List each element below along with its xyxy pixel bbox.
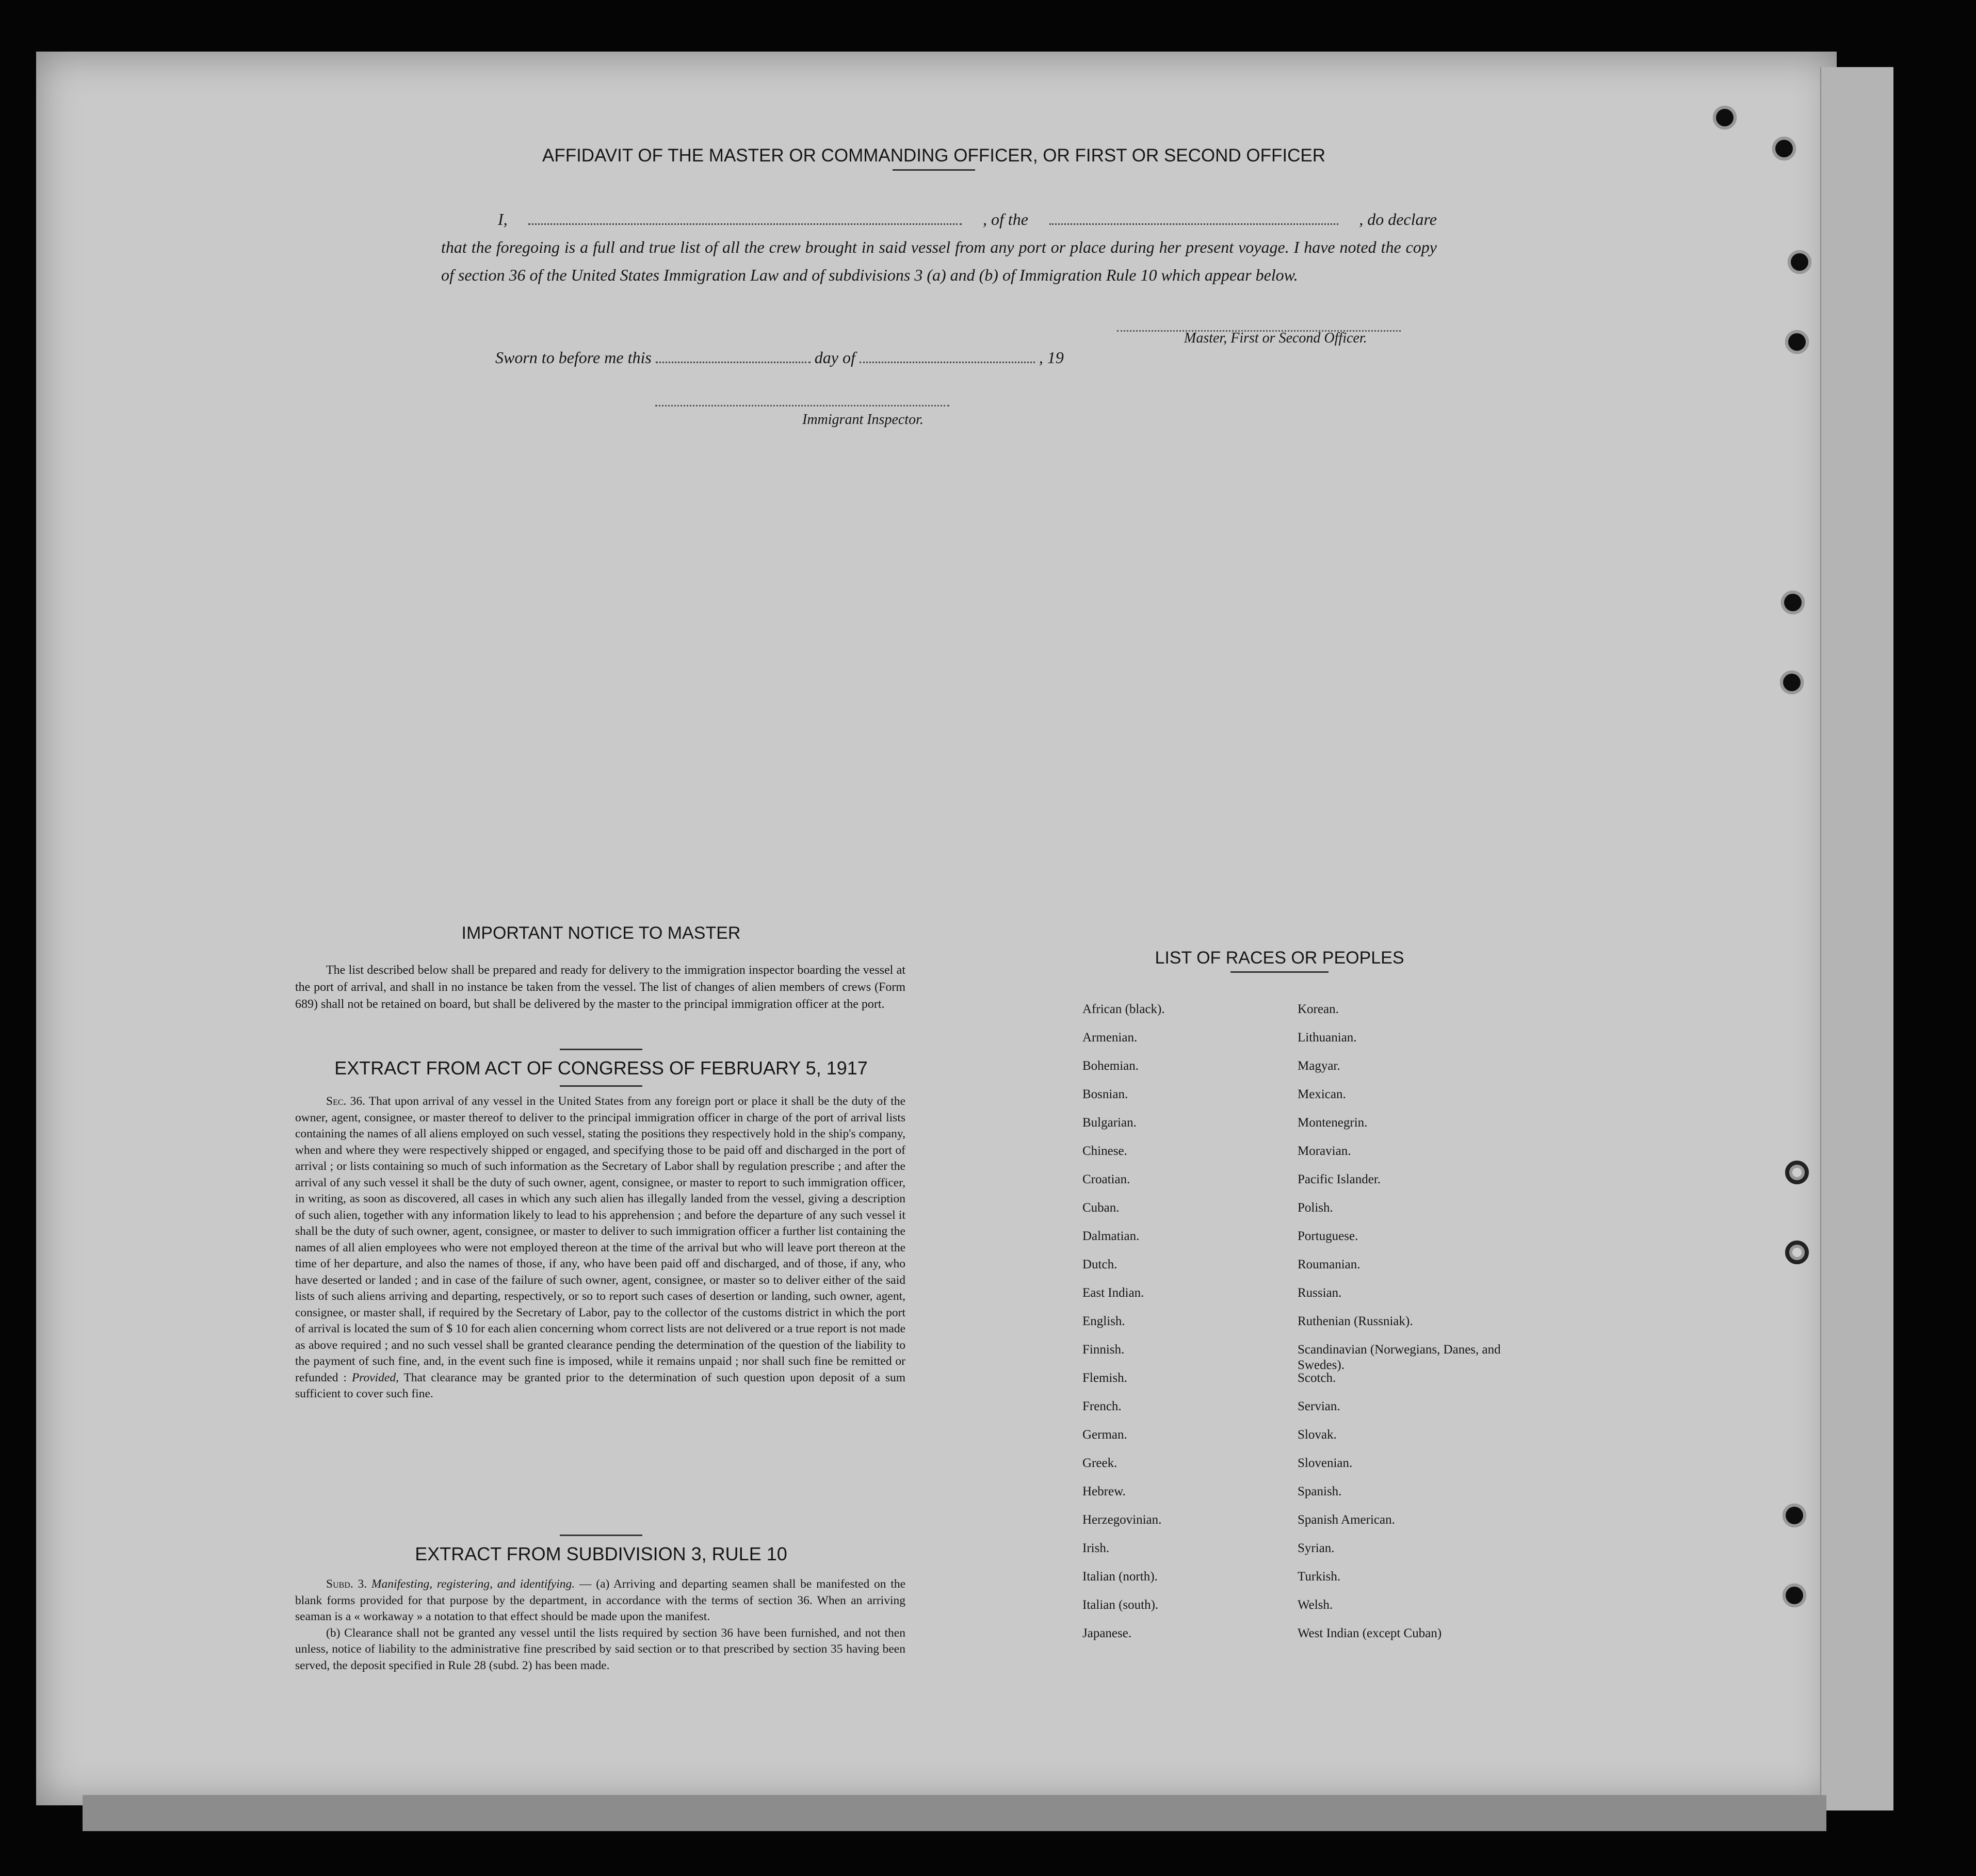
subdivision-a bbox=[295, 1576, 905, 1625]
binder-hole bbox=[1788, 250, 1811, 274]
race-item: Slovenian. bbox=[1298, 1456, 1353, 1470]
race-item: English. bbox=[1082, 1314, 1125, 1328]
races-list-left bbox=[1082, 1002, 1278, 1654]
race-item: Finnish. bbox=[1082, 1343, 1125, 1357]
race-item: Bohemian. bbox=[1082, 1059, 1139, 1073]
race-item: West Indian (except Cuban) bbox=[1298, 1626, 1442, 1640]
race-item: Pacific Islander. bbox=[1298, 1172, 1381, 1186]
act-title: EXTRACT FROM ACT OF CONGRESS OF FEBRUARY 5, 1917 bbox=[334, 1057, 868, 1079]
vessel-prefix: , of the bbox=[982, 210, 1028, 229]
races-list-right bbox=[1298, 1002, 1525, 1654]
race-item: Cuban. bbox=[1082, 1201, 1120, 1215]
race-item: Japanese. bbox=[1082, 1626, 1132, 1640]
race-item: Syrian. bbox=[1298, 1541, 1335, 1555]
sworn-day-blank bbox=[656, 351, 811, 363]
section-divider bbox=[560, 1085, 642, 1087]
subdivision-b-text: (b) Clearance shall not be granted any vessel until the lists required by section 36 have been furnished, and not then unless, notice of liability to the administrative fine prescribed by said section or to that prescribed by section 35 having been served, the deposit specified in Rule 28 (subd. 2) has been made. bbox=[295, 1626, 905, 1672]
proviso-text: That clearance may be granted prior to the determination of such question upon deposit of a sum sufficient to cover such fine. bbox=[295, 1371, 906, 1400]
rule-title: EXTRACT FROM SUBDIVISION 3, RULE 10 bbox=[415, 1543, 787, 1564]
master-signature-label: Master, First or Second Officer. bbox=[1184, 330, 1367, 346]
binder-hole bbox=[1785, 1161, 1809, 1184]
sworn-day-of: day of bbox=[814, 348, 855, 367]
binder-hole bbox=[1780, 671, 1804, 694]
section-divider bbox=[560, 1535, 642, 1536]
race-item: Ruthenian (Russniak). bbox=[1298, 1314, 1413, 1328]
rule-text bbox=[295, 1576, 905, 1674]
race-item: Magyar. bbox=[1298, 1059, 1340, 1073]
notice-text: The list described below shall be prepared and ready for delivery to the immigration inspector boarding the vessel at the port of arrival, and shall in no instance be taken from the vessel. The list of changes of alien members of crews (Form 689) shall not be retained on board, but shall be delivered by the master to the principal immigration officer at the port. bbox=[295, 964, 905, 1011]
title-underline bbox=[893, 169, 975, 171]
race-item: Chinese. bbox=[1082, 1144, 1127, 1158]
declaration-line bbox=[441, 205, 1437, 233]
races-heading bbox=[1125, 948, 1434, 973]
binder-hole bbox=[1785, 330, 1809, 354]
affidavit-statement: that the foregoing is a full and true list of all the crew brought in said vessel from any port or place during her present voyage. I have noted the copy of section 36 of the United States Immigration Law and of subdivisions 3 (a) and (b) of Immigration Rule 10 which appear below. bbox=[441, 238, 1437, 284]
page-edge bbox=[1820, 67, 1893, 1810]
section-36-text: That upon arrival of any vessel in the United States from any foreign port or place it shall be the duty of the owner, agent, consignee, or master thereof to deliver to the principal immigration officer in charge of the port of arrival lists containing the names of all aliens employed on such vessel, stating the positions they respectively hold in the ship's company, when and where they were respectively shipped or engaged, and specifying those to be paid off and discharged in the port of arrival ; or lists containing so much of such information as the Secretary of Labor shall by regulation prescribe ; and after the arrival of any such vessel it shall be the duty of such owner, agent, consignee, or master to report to such immigration officer, in writing, as soon as discovered, all cases in which any such alien has illegally landed from the vessel, giving a description of such alien, together with any information likely to lead to his apprehension ; and before the departure of any such vessel it shall be the duty of such owner, agent, consignee, or master to deliver to such immigration officer a further list containing the names of all alien employees who were not employed thereon at the time of the arrival but who will leave port thereon at the time of her departure, and also the names of those, if any, who have been paid off and discharged, and of those, if any, who have deserted or landed ; and in case of the failure of such owner, agent, consignee, or master so to deliver either of the said lists of such aliens arriving and departing, respectively, or so to report such cases of desertion or landing, such owner, agent, consignee, or master shall, if required by the Secretary of Labor, pay to the collector of the customs district in which the port of arrival is located the sum of $ 10 for each alien concerning whom correct lists are not delivered or a true report is not made as above required ; and no such vessel shall be granted clearance pending the determination of the question of the liability to the payment of such fine, and, in the event such fine is imposed, while it remains unpaid ; nor shall such fine be remitted or refunded : bbox=[295, 1095, 906, 1384]
race-item: African (black). bbox=[1082, 1002, 1165, 1016]
race-item: Croatian. bbox=[1082, 1172, 1130, 1186]
subdivision-label: Subd. 3. bbox=[326, 1577, 367, 1591]
races-title: LIST OF RACES OR PEOPLES bbox=[1155, 948, 1404, 968]
race-item: Spanish American. bbox=[1298, 1513, 1395, 1527]
race-item: Portuguese. bbox=[1298, 1229, 1358, 1243]
race-item: Turkish. bbox=[1298, 1570, 1341, 1584]
race-item: Bosnian. bbox=[1082, 1087, 1128, 1101]
binder-hole bbox=[1783, 1504, 1806, 1527]
vessel-name-blank bbox=[1049, 213, 1338, 225]
race-item: Slovak. bbox=[1298, 1428, 1337, 1442]
race-item: Armenian. bbox=[1082, 1031, 1138, 1045]
race-item: Russian. bbox=[1298, 1286, 1342, 1300]
race-item: Dutch. bbox=[1082, 1258, 1117, 1271]
section-divider bbox=[560, 1049, 642, 1050]
race-item: Bulgarian. bbox=[1082, 1116, 1137, 1130]
binder-hole bbox=[1785, 1241, 1809, 1264]
binder-hole bbox=[1713, 106, 1737, 129]
race-item: East Indian. bbox=[1082, 1286, 1144, 1300]
race-item: Moravian. bbox=[1298, 1144, 1351, 1158]
race-item: Polish. bbox=[1298, 1201, 1333, 1215]
sworn-line bbox=[495, 348, 1064, 367]
subdivision-heading: Manifesting, registering, and identifying. bbox=[371, 1577, 575, 1591]
race-item: Flemish. bbox=[1082, 1371, 1127, 1385]
inspector-signature-line bbox=[655, 405, 949, 406]
race-item: Montenegrin. bbox=[1298, 1116, 1368, 1130]
title-underline bbox=[1230, 971, 1329, 973]
declarant-name-blank bbox=[528, 213, 962, 225]
race-item: Welsh. bbox=[1298, 1598, 1333, 1612]
declare-suffix: , do declare bbox=[1359, 210, 1437, 229]
notice-heading bbox=[289, 923, 913, 943]
sworn-year: , 19 bbox=[1039, 348, 1064, 367]
race-item: Scotch. bbox=[1298, 1371, 1336, 1385]
sworn-prefix: Sworn to before me this bbox=[495, 348, 652, 367]
declarant-prefix: I, bbox=[498, 210, 508, 229]
race-item: Italian (north). bbox=[1082, 1570, 1158, 1584]
binder-hole bbox=[1783, 1584, 1806, 1607]
race-item: Scandinavian (Norwegians, Danes, and Swedes). bbox=[1298, 1343, 1501, 1372]
subdivision-a-text: — (a) Arriving and departing seamen shall be manifested on the blank forms provided for that purpose by the department, in accordance with the terms of section 36. When an arriving seaman is a « workaway » a notation to that effect should be made upon the manifest. bbox=[295, 1577, 906, 1623]
race-item: German. bbox=[1082, 1428, 1127, 1442]
sworn-month-blank bbox=[860, 351, 1035, 363]
race-item: Hebrew. bbox=[1082, 1485, 1126, 1498]
race-item: Greek. bbox=[1082, 1456, 1117, 1470]
race-item: Herzegovinian. bbox=[1082, 1513, 1162, 1527]
affidavit-section bbox=[464, 145, 1403, 171]
race-item: Italian (south). bbox=[1082, 1598, 1159, 1612]
race-item: Roumanian. bbox=[1298, 1258, 1360, 1271]
inspector-signature-label: Immigrant Inspector. bbox=[802, 412, 924, 428]
race-item: Servian. bbox=[1298, 1399, 1340, 1413]
race-item: Korean. bbox=[1298, 1002, 1339, 1016]
notice-title: IMPORTANT NOTICE TO MASTER bbox=[461, 923, 741, 943]
binder-hole bbox=[1781, 591, 1805, 614]
race-item: Spanish. bbox=[1298, 1485, 1342, 1498]
race-item: Lithuanian. bbox=[1298, 1031, 1357, 1045]
race-item: Mexican. bbox=[1298, 1087, 1346, 1101]
race-item: French. bbox=[1082, 1399, 1122, 1413]
page-bottom-edge bbox=[83, 1795, 1826, 1831]
binder-hole bbox=[1772, 137, 1796, 160]
race-item: Irish. bbox=[1082, 1541, 1110, 1555]
rule-heading bbox=[289, 1535, 913, 1565]
affidavit-text bbox=[441, 205, 1437, 289]
proviso-word: Provided, bbox=[351, 1371, 399, 1384]
act-text bbox=[295, 1094, 905, 1402]
section-label: Sec. 36. bbox=[326, 1095, 365, 1108]
act-heading bbox=[289, 1049, 913, 1087]
affidavit-title: AFFIDAVIT OF THE MASTER OR COMMANDING OFFICER, OR FIRST OR SECOND OFFICER bbox=[542, 145, 1326, 166]
race-item: Dalmatian. bbox=[1082, 1229, 1140, 1243]
